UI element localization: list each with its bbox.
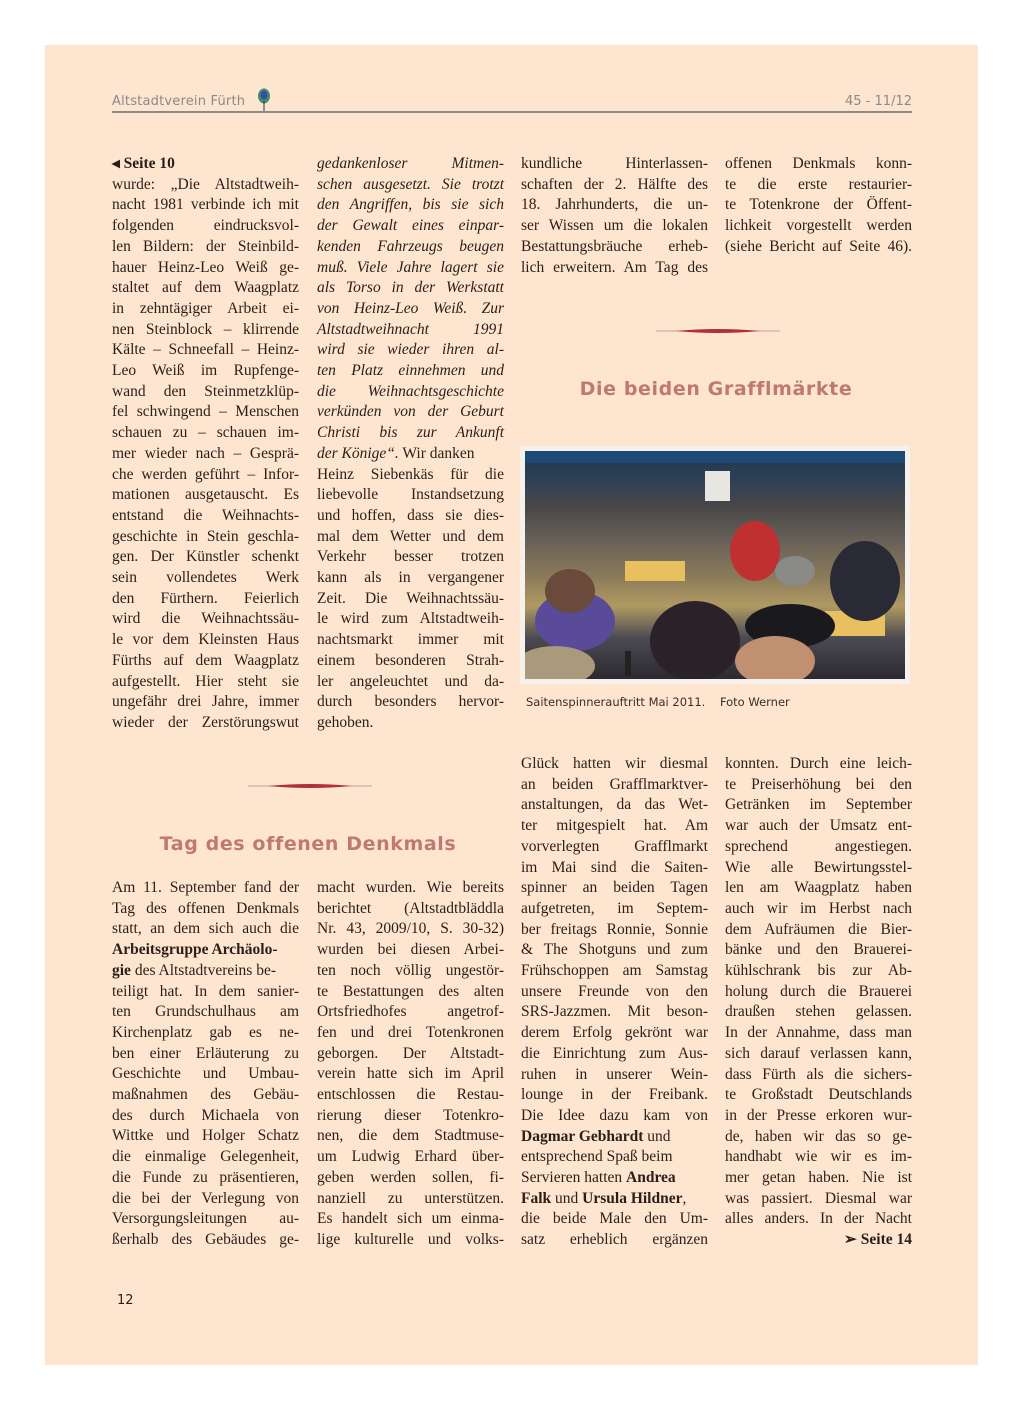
text-line: nanziell zu unterstützen. — [317, 1189, 504, 1207]
text-line: bänke und den Brauerei- — [725, 941, 912, 959]
text-line: holung durch die Brauerei — [725, 982, 912, 1000]
text-line: geben werden sollen, fi- — [317, 1168, 504, 1186]
text-line: le wird zum Altstadtweih- — [317, 610, 504, 628]
text-line: dass Fürth als die sichers- — [725, 1065, 912, 1083]
text-line: spinner an beiden Tagen — [521, 879, 708, 897]
text-line: mal dem Wetter und dem — [317, 527, 504, 545]
text-line: verein hatte sich im April — [317, 1065, 504, 1083]
text-line: in der Presse erkoren wur- — [725, 1106, 912, 1124]
text-line: die Einrichtung zum Aus- — [521, 1044, 708, 1062]
text-line: kann als in vergangener — [317, 569, 504, 587]
text-line: teiligt hat. In dem sanier- — [112, 982, 299, 1000]
text-line: ten Platz einnehmen und — [317, 362, 504, 380]
text-line: len am Waagplatz haben — [725, 879, 912, 897]
text-line: wieder der Zerstörungswut — [112, 713, 299, 731]
text-line: te Preiserhöhung bei den — [725, 775, 912, 793]
text-line: gen. Der Künstler schenkt — [112, 548, 299, 566]
text-line: schauen zu – schauen im- — [112, 424, 299, 442]
text-line: folgenden eindrucksvol- — [112, 217, 299, 235]
text-line: kenden Fahrzeugs beugen — [317, 237, 504, 255]
text-line: der Gewalt eines einpar- — [317, 217, 504, 235]
text-line: entstand die Weihnachts- — [112, 506, 299, 524]
text-line: lichkeit vorgestellt werden — [725, 217, 912, 235]
text-line: muß. Viele Jahre lagert sie — [317, 258, 504, 276]
text-line: Zeit. Die Weihnachtssäu- — [317, 589, 504, 607]
text-line: 18. Jahrhunderts, die un- — [521, 196, 708, 214]
text-line: (siehe Bericht auf Seite 46). — [725, 237, 912, 255]
article3-column1: Glück hatten wir diesmal an beiden Grafflmarktver- anstaltungen, da das Wet- ter mitgespielt hat. Am vorverlegten Grafflmarkt im Mai sind die Saiten- spinner an beiden Tagen aufgetreten, im Septem- ber freitags Ronnie, Sonnie & The Shotguns und zum Frühschoppen am Samstag unsere Freunde von den SRS-Jazzmen. Mit beson- derem Erfolg gekrönt war die Einrichtung zum Aus- ruhen in unserer Wein- lounge in der Freibank. Die Idee dazu kam von Dagmar Gebhardt und entsprechend Spaß beim Servieren hatten Andrea Falk und Ursula Hildner, die beide Male den Um- satz erheblich ergänzen — [521, 754, 708, 1251]
text-line: satz erheblich ergänzen — [521, 1231, 708, 1249]
article3-column2 — [725, 754, 912, 1251]
text-line: statt, an dem sich auch die — [112, 920, 299, 938]
article2-column2 — [317, 878, 504, 1251]
text-line: de, haben wir das so ge- — [725, 1127, 912, 1145]
article2-column1: Am 11. September fand der Tag des offenen Denkmals statt, an dem sich auch die Arbeitsgruppe Archäolo- gie des Altstadtvereins be- teiligt hat. In dem sanier- ten Grundschulhaus am Kirchenplatz gab es ne- ben einer Erläuterung zu Geschichte und Umbau- maßnahmen des Gebäu- des durch Michaela von Wittke und Holger Schatz die einmalige Gelegenheit, die Funde zu präsentieren, die bei der Verlegung von Versorgungsleitungen au- ßerhalb des Gebäudes ge- — [112, 878, 299, 1251]
text-line: nacht 1981 verbinde ich mit — [112, 196, 299, 214]
text-line: sich darauf verlassen kann, — [725, 1044, 912, 1062]
text-line: wird die Weihnachtssäu- — [112, 610, 299, 628]
tree-icon — [257, 88, 271, 112]
text-line: wurde: „Die Altstadtweih- — [112, 175, 299, 193]
text-line: Fürths auf dem Waagplatz — [112, 651, 299, 669]
text-line: Frühschoppen am Samstag — [521, 962, 708, 980]
text-line: die beide Male den Um- — [521, 1210, 708, 1228]
text-line: ungefähr drei Jahre, immer — [112, 693, 299, 711]
photo-credit: Foto Werner — [719, 695, 790, 709]
text-line: le vor dem Kleinsten Haus — [112, 631, 299, 649]
page-number: 12 — [117, 1293, 134, 1308]
text-line: Getränken im September — [725, 796, 912, 814]
text-line: was passiert. Diesmal war — [725, 1189, 912, 1207]
text-line: In der Annahme, dass man — [725, 1024, 912, 1042]
text-line: derem Erfolg gekrönt war — [521, 1024, 708, 1042]
continued-from[interactable]: ◂ Seite 10 — [112, 155, 175, 172]
text-line: Geschichte und Umbau- — [112, 1065, 299, 1083]
text-line: gedankenloser Mitmen- — [317, 155, 504, 172]
text-line: nen, die dem Stadtmuse- — [317, 1127, 504, 1145]
text-line: SRS-Jazzmen. Mit beson- — [521, 1003, 708, 1021]
article1-column2: gedankenloser Mitmen- schen ausgesetzt. Sie trotzt den Angriffen, bis sie sich der Gewalt eines einpar- kenden Fahrzeugs beugen muß. Viele Jahre lagert sie als Torso in der Werkstatt von Heinz-Leo Weiß. Zur Altstadtweihnacht 1991 wird sie wieder ihren al- ten Platz einnehmen und die Weihnachtsgeschichte verkünden von der Geburt Christi bis zur Ankunft der Könige“. Wir danken Heinz Siebenkäs für die liebevolle Instandsetzung und hoffen, dass sie dies- mal dem Wetter und dem Verkehr besser trotzen kann als in vergangener Zeit. Die Weihnachtssäu- le wird zum Altstadtweih- nachtsmarkt immer mit einem besonderen Strah- ler angeleuchtet und da- durch besonders hervor- gehoben. — [317, 154, 504, 734]
text-line: durch besonders hervor- — [317, 693, 504, 711]
text-line: anstaltungen, da das Wet- — [521, 796, 708, 814]
text-line: den Fürthern. Feierlich — [112, 589, 299, 607]
text-line: fel schwingend – Menschen — [112, 403, 299, 421]
text-line: lige kulturelle und volks- — [317, 1230, 504, 1248]
text-line: vorverlegten Grafflmarkt — [521, 837, 708, 855]
text-line: Kälte – Schneefall – Heinz- — [112, 341, 299, 359]
text-line: macht wurden. Wie bereits — [317, 879, 504, 896]
text-line: wand den Steinmetzklüp- — [112, 382, 299, 400]
text-line: unsere Freunde von den — [521, 982, 708, 1000]
text-line: auch wir im Herbst nach — [725, 899, 912, 917]
text-line: ten noch völlig ungestör- — [317, 961, 504, 979]
issue-number: 45 - 11/12 — [845, 94, 912, 109]
text-line: Leo Weiß im Rupfenge- — [112, 362, 299, 380]
text-line: an beiden Grafflmarktver- — [521, 775, 708, 793]
text-line: staltet auf dem Waagplatz — [112, 279, 299, 297]
text-line: gehoben. — [317, 713, 374, 731]
text-line: Wittke und Holger Schatz — [112, 1127, 299, 1145]
text-line: ruhen in unserer Wein- — [521, 1065, 708, 1083]
text-line: ser Wissen um die lokalen — [521, 217, 708, 235]
text-line: Kirchenplatz gab es ne- — [112, 1023, 299, 1041]
text-line: des durch Michaela von — [112, 1106, 299, 1124]
text-line: te Totenkrone der Öffent- — [725, 196, 912, 214]
text-line: draußen stehen gelassen. — [725, 1003, 912, 1021]
text-line: ter mitgespielt hat. Am — [521, 817, 708, 835]
text-line: die einmalige Gelegenheit, — [112, 1148, 299, 1166]
running-header — [112, 92, 912, 112]
article1-column1 — [112, 154, 299, 734]
text-line: lich erweitern. Am Tag des — [521, 258, 708, 276]
text-line: geschichte in Stein geschla- — [112, 527, 299, 545]
text-line: te Bestattungen des alten — [317, 982, 504, 1000]
text-line: Christi bis zur Ankunft — [317, 424, 504, 442]
text-line: die Weihnachtsgeschichte — [317, 382, 504, 400]
text-line: ber freitags Ronnie, Sonnie — [521, 920, 708, 938]
ornament-divider — [656, 327, 780, 335]
text-line: war auch der Umsatz ent- — [725, 817, 912, 835]
text-line: kundliche Hinterlassen- — [521, 155, 708, 172]
text-line: ßerhalb des Gebäudes ge- — [112, 1230, 299, 1248]
text-line: aufgestellt. Hier steht sie — [112, 672, 299, 690]
text-line: mer wieder nach – Gesprä- — [112, 444, 299, 462]
text-line: & The Shotguns und zum — [521, 941, 708, 959]
text-line: Heinz Siebenkäs für die — [317, 465, 504, 483]
text-line: kühlschrank bis zur Ab- — [725, 962, 912, 980]
text-line: von Heinz-Leo Weiß. Zur — [317, 299, 504, 317]
text-line: die Funde zu präsentieren, — [112, 1168, 299, 1186]
text-line: im Mai sind die Saiten- — [521, 858, 708, 876]
text-line: Bestattungsbräuche erheb- — [521, 237, 708, 255]
text-line: Altstadtweihnacht 1991 — [317, 320, 504, 338]
text-line: Glück hatten wir diesmal — [521, 755, 708, 772]
text-line: die bei der Verlegung von — [112, 1189, 299, 1207]
text-line: berichtet (Altstadtbläddla — [317, 899, 504, 917]
text-line: ten Grundschulhaus am — [112, 1003, 299, 1021]
text-line: entschlossen die Restau- — [317, 1086, 504, 1104]
text-line: dem Aufräumen die Bier- — [725, 920, 912, 938]
text-line: handhabt wie wir es im- — [725, 1148, 912, 1166]
header-rule — [112, 111, 912, 113]
text-line: Tag des offenen Denkmals — [112, 899, 299, 917]
text-line: nen Steinblock – klirrende — [112, 320, 299, 338]
text-line: offenen Denkmals konn- — [725, 155, 912, 172]
text-line: und hoffen, dass sie dies- — [317, 506, 504, 524]
ornament-divider — [248, 782, 372, 790]
text-line: ler angeleuchtet und da- — [317, 672, 504, 690]
text-line: te die erste restaurier- — [725, 175, 912, 193]
text-line: verkünden von der Geburt — [317, 403, 504, 421]
text-line: Nr. 43, 2009/10, S. 30-32) — [317, 920, 504, 938]
text-line: hauer Heinz-Leo Weiß ge- — [112, 258, 299, 276]
text-line: Verkehr besser trotzen — [317, 548, 504, 566]
text-line: konnten. Durch eine leich- — [725, 755, 912, 772]
text-line: Es handelt sich um einma- — [317, 1210, 504, 1228]
text-line: fen und drei Totenkronen — [317, 1023, 504, 1041]
text-line: sein vollendetes Werk — [112, 569, 299, 587]
article2-column3 — [521, 154, 708, 278]
section-title-grafflmaerkte: Die beiden Grafflmärkte — [579, 378, 853, 400]
text-line: liebevolle Instandsetzung — [317, 486, 504, 504]
text-line: Ortsfriedhofes angetrof- — [317, 1003, 504, 1021]
text-line: len Bildern: der Steinbild- — [112, 237, 299, 255]
text-line: wird sie wieder ihren al- — [317, 341, 504, 359]
text-line: maßnahmen des Gebäu- — [112, 1086, 299, 1104]
text-line: te Großstadt Deutschlands — [725, 1086, 912, 1104]
text-line: mationen ausgetauscht. Es — [112, 486, 299, 504]
text-line: Wie alle Bewirtungsstel- — [725, 858, 912, 876]
photo-caption: Saitenspinnerauftritt Mai 2011. Foto Werner — [526, 695, 790, 709]
text-line: wurden bei diesen Arbei- — [317, 941, 504, 959]
text-line: Versorgungsleitungen au- — [112, 1210, 299, 1228]
text-line: in zehntägiger Arbeit ei- — [112, 299, 299, 317]
text-line: mer getan haben. Nie ist — [725, 1169, 912, 1187]
text-line: rierung dieser Totenkro- — [317, 1106, 504, 1124]
continued-to[interactable]: ➢ Seite 14 — [843, 1231, 912, 1249]
text-line: schaften der 2. Hälfte des — [521, 175, 708, 193]
publisher-name: Altstadtverein Fürth — [112, 94, 246, 109]
section-title-denkmal: Tag des offenen Denkmals — [159, 833, 457, 855]
text-line: um Ludwig Erhard über- — [317, 1148, 504, 1166]
text-line: sprechend angestiegen. — [725, 837, 912, 855]
text-line: aufgetreten, im Septem- — [521, 899, 708, 917]
article2-column4 — [725, 154, 912, 258]
crowd-at-market-photo — [525, 451, 905, 679]
market-photo — [520, 446, 910, 684]
text-line: den Angriffen, bis sie sich — [317, 196, 504, 214]
text-line: einem besonderen Strah- — [317, 651, 504, 669]
text-line: alles anders. In der Nacht — [725, 1210, 912, 1228]
text-line: geborgen. Der Altstadt- — [317, 1044, 504, 1062]
text-line: nachtsmarkt immer mit — [317, 631, 504, 649]
text-line: als Torso in der Werkstatt — [317, 279, 504, 297]
text-line: lounge in der Freibank. — [521, 1086, 708, 1104]
text-line: che werden geführt – Infor- — [112, 465, 299, 483]
text-line: schen ausgesetzt. Sie trotzt — [317, 175, 504, 193]
text-line: ben einer Erläuterung zu — [112, 1044, 299, 1062]
text-line: Am 11. September fand der — [112, 879, 299, 896]
text-line: Die Idee dazu kam von — [521, 1106, 708, 1124]
